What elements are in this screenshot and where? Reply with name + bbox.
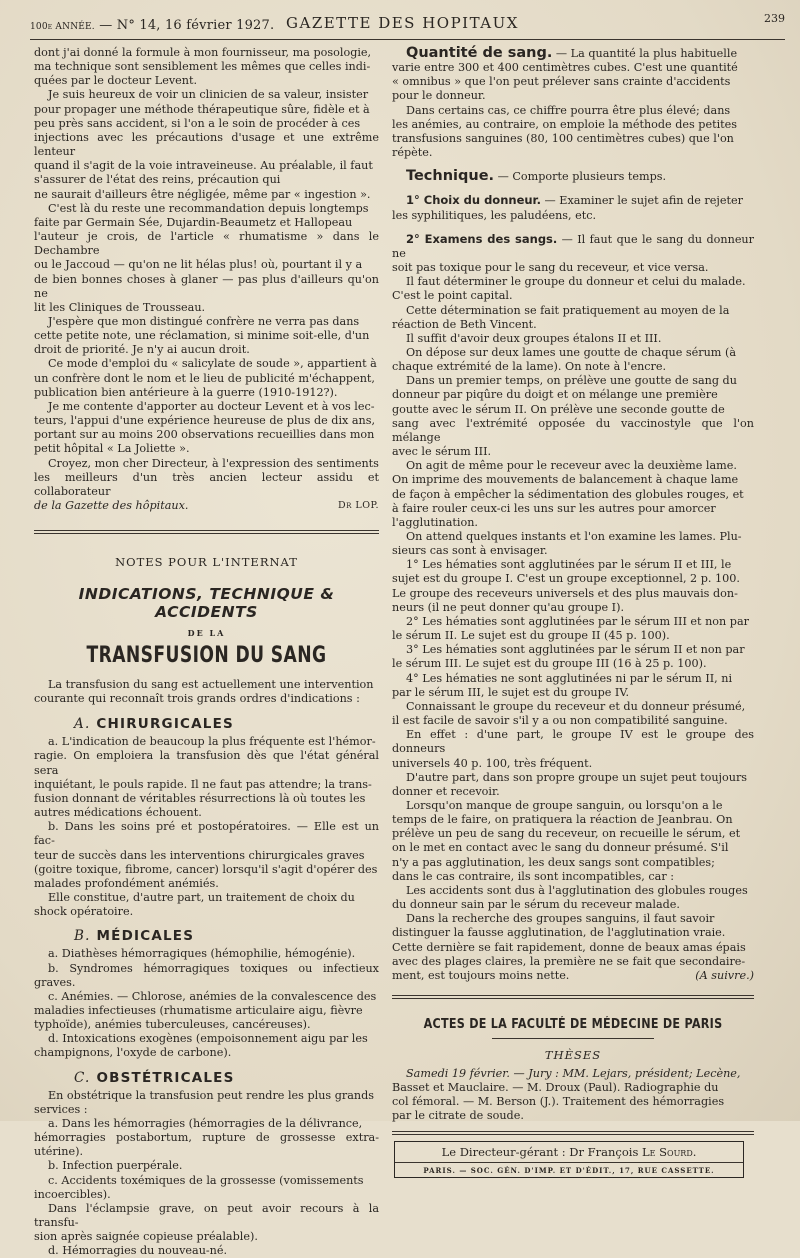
text-line: universels 40 p. 100, très fréquent. — [392, 756, 593, 770]
text-line: incoercibles). — [34, 1187, 111, 1201]
letter-paragraph — [34, 88, 379, 201]
text-line: d. Intoxications exogènes (empoisonnement aigu par les — [48, 1032, 368, 1046]
imprint: PARIS. — SOC. GÉN. D'IMP. ET D'ÉDIT., 17, RUE CASSETTE. — [423, 1166, 715, 1176]
section-divider — [34, 530, 379, 534]
text-line: donner et recevoir. — [392, 784, 500, 798]
quantite-first-line: — La quantité la plus habituelle — [555, 47, 738, 60]
text-line: transfusions sanguines (80, 100 centimètres cubes) que l'on — [392, 131, 734, 145]
last-line: ment, est toujours moins nette. — [392, 968, 570, 982]
text-line: b. Infection puerpérale. — [48, 1159, 183, 1173]
section-a-item — [34, 735, 379, 820]
heading-underline — [492, 1038, 654, 1039]
text-line: 3° Les hématies sont agglutinées par le sérum II et non par — [406, 643, 745, 657]
text-line: Dans la recherche des groupes sanguins, il faut savoir — [406, 912, 715, 926]
text-line: fusion donnant de véritables résurrections là où toutes les — [34, 791, 366, 805]
text-line: pour le donneur. — [392, 89, 486, 103]
letter-paragraph — [34, 357, 379, 399]
technique-title: Technique. — [406, 168, 495, 185]
text-line: champignons, l'oxyde de carbone). — [34, 1046, 232, 1060]
text-line: On dépose sur deux lames une goutte de chaque sérum (à — [406, 345, 737, 359]
signature-line — [34, 499, 379, 513]
text-line: malades profondément anémiés. — [34, 876, 219, 890]
text-line: publication bien antérieure à la guerre (1910-1912?). — [34, 385, 338, 399]
letter-closing — [34, 457, 379, 513]
technique-line — [392, 169, 754, 184]
letter-paragraph — [34, 202, 379, 315]
text-line: cette petite note, une réclamation, si minime soit-elle, d'un — [34, 329, 370, 343]
text-line: varie entre 300 et 400 centimètres cubes. C'est une quantité — [392, 61, 738, 75]
text-line: à faire rouler ceux-ci les uns sur les autres pour amorcer — [392, 501, 716, 515]
text-line — [392, 969, 754, 983]
text-line: ne saurait d'ailleurs être négligée, même par « ingestion ». — [34, 187, 371, 201]
text-line: Basset et Mauclaire. — M. Droux (Paul). Radiographie du — [392, 1081, 719, 1094]
examens-first-line: — Il faut que le sang du donneur ne — [392, 232, 754, 260]
section-divider — [392, 1131, 754, 1135]
theses-paragraph — [392, 1067, 754, 1124]
text-line: services : — [34, 1102, 88, 1116]
choix-first-line: — Examiner le sujet afin de rejeter — [544, 194, 743, 208]
actes-heading: ACTES DE LA FACULTÉ DE MÉDECINE DE PARIS — [423, 1016, 723, 1032]
theses-label: THÈSES — [544, 1047, 602, 1062]
text-line: Je suis heureux de voir un clinicien de sa valeur, insister — [48, 88, 369, 102]
notes-heading: NOTES POUR L'INTERNAT — [115, 555, 298, 569]
text-line: soit pas toxique pour le sang du receveur, et vice versa. — [392, 261, 709, 275]
right-column — [392, 45, 754, 1176]
text-line: du donneur sain par le sérum du receveur malade. — [392, 898, 680, 912]
annee-label: 100e ANNÉE. — [30, 22, 95, 32]
text-line: C'est là du reste une recommandation depuis longtemps — [48, 201, 369, 215]
text-line: Les accidents sont dus à l'agglutination des globules rouges — [406, 883, 748, 897]
text-line: J'espère que mon distingué confrère ne verra pas dans — [48, 314, 360, 328]
text-line: Samedi 19 février. — Jury : MM. Lejars, président; Lecène, — [406, 1066, 741, 1080]
text-line: 2° Les hématies sont agglutinées par le sérum III et non par — [406, 614, 749, 628]
text-line: par le citrate de soude. — [392, 1109, 524, 1123]
text-line: les syphilitiques, les paludéens, etc. — [392, 208, 597, 222]
text-line: La transfusion du sang est actuellement une intervention — [48, 678, 374, 691]
text-line: neurs (il ne peut donner qu'au groupe I). — [392, 600, 625, 614]
text-line: Dans l'éclampsie grave, on peut avoir recours à la transfu- — [34, 1201, 379, 1229]
intro-paragraph — [34, 678, 379, 706]
text-line: teur de succès dans les interventions chirurgicales graves — [34, 848, 365, 862]
letter-intro — [34, 46, 379, 88]
text-line: faite par Germain Sée, Dujardin-Beaumetz et Hallopeau — [34, 215, 353, 229]
main-heading: INDICATIONS, TECHNIQUE & ACCIDENTS — [78, 585, 335, 621]
text-line: sieurs cas sont à envisager. — [392, 544, 548, 558]
sig-text: de la Gazette des hôpitaux. — [34, 499, 189, 512]
text-line: Cette dernière se fait rapidement, donne de beaux amas épais — [392, 940, 746, 954]
text-line: Cette détermination se fait pratiquement au moyen de la — [406, 303, 730, 317]
text-line: Il suffit d'avoir deux groupes étalons II et III. — [406, 331, 662, 345]
text-line: typhoïde), anémies tuberculeuses, cancéreuses). — [34, 1018, 311, 1032]
letter-paragraph — [34, 315, 379, 357]
text-line: autres médications échouent. — [34, 806, 202, 820]
issue-info — [30, 18, 274, 33]
text-line — [392, 46, 754, 61]
text-line: réaction de Beth Vincent. — [392, 317, 537, 331]
letter-paragraph — [34, 400, 379, 457]
text-line: b. Syndromes hémorragiques toxiques ou infectieux graves. — [34, 961, 379, 989]
text-line: répète. — [392, 146, 433, 160]
text-line — [392, 193, 754, 208]
text-line: temps de le faire, on pratiquera la réaction de Jeanbrau. On — [392, 813, 733, 827]
text-line: courante qui reconnaît trois grands ordres d'indications : — [34, 692, 360, 706]
text-line: petit hôpital « La Joliette ». — [34, 442, 190, 456]
text-line: C'est le point capital. — [392, 289, 513, 303]
text-line: les meilleurs d'un très ancien lecteur assidu et collaborateur — [34, 470, 379, 498]
text-line: Elle constitue, d'autre part, un traitement de choix du — [48, 891, 355, 905]
text-line: Il faut déterminer le groupe du donneur et celui du malade. — [406, 275, 746, 289]
choix-paragraph — [392, 193, 754, 222]
text-line: il est facile de savoir s'il y a ou non compatibilité sanguine. — [392, 714, 728, 728]
section-letter: B. — [74, 928, 91, 945]
text-line: ma technique sont sensiblement les mêmes que celles indi- — [34, 60, 371, 74]
text-line: On attend quelques instants et l'on examine les lames. Plu- — [406, 530, 742, 543]
text-line: le sérum II. Le sujet est du groupe II (45 p. 100). — [392, 629, 670, 643]
text-line: avec des plages claires, la première ne se fait que secondaire- — [392, 954, 746, 968]
header-rule — [30, 39, 785, 40]
text-line: de bien bonnes choses à glaner — pas plus d'ailleurs qu'on ne — [34, 272, 379, 300]
examens-title: 2° Examens des sangs. — [406, 231, 558, 246]
text-line: les anémies, au contraire, on emploie la méthode des petites — [392, 117, 738, 131]
issue-number-date: — N° 14, 16 février 1927. — [99, 18, 275, 33]
section-letter: A. — [74, 716, 91, 733]
text-line: maladies infectieuses (rhumatisme articulaire aigu, fièvre — [34, 1003, 363, 1017]
text-line: col fémoral. — M. Berson (J.). Traitement des hémorragies — [392, 1095, 725, 1109]
text-line: b. Dans les soins pré et postopératoires. — Elle est un fac- — [34, 820, 379, 848]
section-a-item — [34, 891, 379, 919]
section-heading-a — [74, 716, 379, 732]
text-line: l'auteur je crois, de l'article « rhumatisme » dans le Dechambre — [34, 230, 379, 258]
text-line: quand il s'agit de la voie intraveineuse. Au préalable, il faut — [34, 159, 373, 173]
text-line: hémorragies postabortum, rupture de grossesse extra-utérine). — [34, 1131, 379, 1159]
section-heading-b — [74, 928, 379, 944]
text-line: En effet : d'une part, le groupe IV est le groupe des donneurs — [392, 728, 754, 756]
text-line: 1° Les hématies sont agglutinées par le sérum II et III, le — [406, 558, 732, 572]
signature: Dr LOP. — [338, 500, 379, 511]
text-line: on le met en contact avec le sang du donneur présumé. S'il — [392, 841, 729, 855]
text-line: « omnibus » que l'on peut prélever sans crainte d'accidents — [392, 75, 731, 89]
text-line: avec le sérum III. — [392, 445, 492, 459]
text-line: 4° Les hématies ne sont agglutinées ni par le sérum II, ni — [406, 671, 733, 685]
section-b-list — [34, 947, 379, 1060]
journal-title: GAZETTE DES HOPITAUX — [286, 14, 519, 32]
text-line: de façon à empêcher la sédimentation des globules rouges, et — [392, 487, 744, 501]
text-line: Le groupe des receveurs universels et des plus mauvais don- — [392, 586, 738, 600]
text-line: shock opératoire. — [34, 905, 134, 919]
text-line: droit de priorité. Je n'y ai aucun droit. — [34, 343, 250, 357]
examens-paragraph — [392, 232, 754, 983]
text-line: goutte avec le sérum II. On prélève une seconde goutte de — [392, 402, 725, 416]
text-line: Connaissant le groupe du receveur et du donneur présumé, — [406, 699, 746, 713]
text-line: a. Dans les hémorragies (hémorragies de la délivrance, — [48, 1116, 363, 1130]
text-line: peu près sans accident, si l'on a le soin de procéder à ces — [34, 116, 361, 130]
text-line: chaque extrémité de la lame). On note à l'encre. — [392, 360, 667, 374]
director-label: Le Directeur-gérant : Dr François — [441, 1145, 639, 1160]
text-line: ou le Jaccoud — qu'on ne lit hélas plus! où, pourtant il y a — [34, 258, 363, 272]
section-letter: C. — [74, 1069, 91, 1086]
text-line: d. Hémorragies du nouveau-né. — [48, 1244, 228, 1258]
text-line: Croyez, mon cher Directeur, à l'expression des sentiments — [48, 456, 379, 470]
quantite-paragraph — [392, 104, 754, 161]
director-name: Le Sourd. — [642, 1145, 697, 1160]
text-line: On agit de même pour le receveur avec la deuxième lame. — [406, 459, 737, 473]
a-suivre: (A suivre.) — [695, 968, 754, 982]
text-line: a. Diathèses hémorragiques (hémophilie, hémogénie). — [48, 947, 356, 961]
text-line: D'autre part, dans son propre groupe un sujet peut toujours — [406, 770, 748, 784]
text-line: n'y a pas agglutination, les deux sangs sont compatibles; — [392, 855, 715, 869]
director-line — [395, 1145, 743, 1159]
text-line: (goitre toxique, fibrome, cancer) lorsqu'il s'agit d'opérer des — [34, 862, 378, 876]
text-line: c. Accidents toxémiques de la grossesse (vomissements — [48, 1173, 364, 1187]
left-column — [34, 46, 379, 1258]
section-c-list — [34, 1089, 379, 1258]
section-title: OBSTÉTRICALES — [96, 1069, 235, 1086]
text-line: teurs, l'appui d'une expérience heureuse de plus de dix ans, — [34, 414, 376, 428]
text-line: sion après saignée copieuse préalable). — [34, 1230, 258, 1244]
text-line: Ce mode d'emploi du « salicylate de soude », appartient à — [48, 357, 377, 371]
text-line: Dans certains cas, ce chiffre pourra être plus élevé; dans — [406, 103, 731, 117]
text-line: Je me contente d'apporter au docteur Levent et à vos lec- — [48, 399, 375, 413]
footer-box — [394, 1141, 744, 1178]
text-line: inquiétant, le pouls rapide. Il ne faut pas attendre; la trans- — [34, 777, 372, 791]
page-header — [30, 10, 785, 40]
text-line: dans le cas contraire, ils sont incompatibles, car : — [392, 869, 675, 883]
choix-title: 1° Choix du donneur. — [406, 193, 541, 208]
de-la-label: DE LA — [187, 628, 226, 638]
section-title: CHIRURGICALES — [96, 716, 234, 733]
text-line: pour propager une méthode thérapeutique sûre, fidèle et à — [34, 102, 370, 116]
text-line: ragie. On emploiera la transfusion dès que l'état général sera — [34, 749, 379, 777]
text-line: l'agglutination. — [392, 515, 478, 529]
section-a-item — [34, 820, 379, 891]
text-line: quées par le docteur Levent. — [34, 74, 198, 88]
text-line: En obstétrique la transfusion peut rendre les plus grands — [48, 1088, 374, 1102]
text-line: s'assurer de l'état des reins, précaution qui — [34, 173, 281, 187]
text-line: Dans un premier temps, on prélève une goutte de sang du — [406, 374, 737, 388]
quantite-title: Quantité de sang. — [406, 45, 553, 61]
section-title: MÉDICALES — [96, 928, 195, 945]
text-line: dont j'ai donné la formule à mon fournisseur, ma posologie, — [34, 46, 372, 59]
text-line: sujet est du groupe I. C'est un groupe exceptionnel, 2 p. 100. — [392, 572, 740, 586]
article-title: TRANSFUSION DU SANG — [86, 643, 327, 668]
text-line — [392, 232, 754, 261]
text-line: On imprime des mouvements de balancement à chaque lame — [392, 473, 739, 487]
text-line: le sérum III. Le sujet est du groupe III (16 à 25 p. 100). — [392, 657, 707, 671]
text-line: un confrère dont le nom et le lieu de publicité m'échappent, — [34, 371, 375, 385]
section-heading-c — [74, 1070, 379, 1086]
technique-text: — Comporte plusieurs temps. — [497, 170, 667, 184]
text-line: sang avec l'extrémité opposée du vaccinostyle que l'on mélange — [392, 416, 754, 444]
footer-rule — [395, 1162, 743, 1163]
text-line: portant sur au moins 200 observations recueillies dans mon — [34, 428, 375, 442]
text-line: donneur par piqûre du doigt et on mélange une première — [392, 388, 718, 402]
text-line: par le sérum III, le sujet est du groupe IV. — [392, 685, 630, 699]
text-line: c. Anémies. — Chlorose, anémies de la convalescence des — [48, 989, 377, 1003]
quantite-paragraph — [392, 46, 754, 104]
text-line: a. L'indication de beaucoup la plus fréquente est l'hémor- — [48, 735, 376, 749]
text-line: distinguer la fausse agglutination, de l'agglutination vraie. — [392, 926, 726, 940]
text-line: Lorsqu'on manque de groupe sanguin, ou lorsqu'on a le — [406, 798, 723, 812]
text-line: prélève un peu de sang du receveur, on recueille le sérum, et — [392, 827, 741, 841]
page-number: 239 — [764, 12, 785, 25]
text-line: injections avec les précautions d'usage et une extrême lenteur — [34, 130, 379, 159]
examens-body — [392, 261, 754, 969]
text-line: lit les Cliniques de Trousseau. — [34, 300, 206, 314]
section-divider — [392, 995, 754, 999]
